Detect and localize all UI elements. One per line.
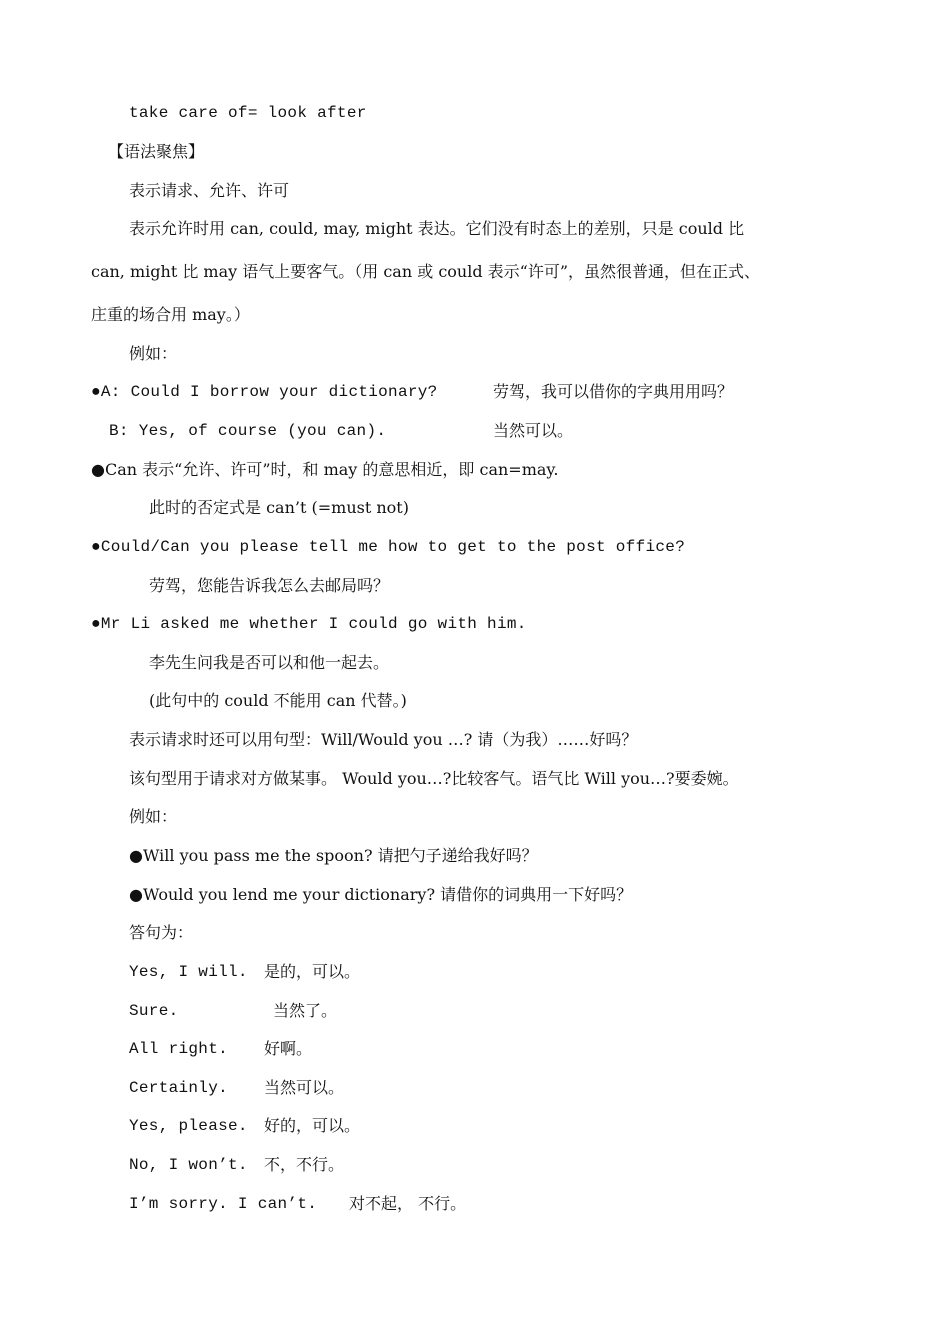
note-line: 此时的否定式是 can’t (=must not) (149, 498, 409, 517)
note-line: (此句中的 could 不能用 can 代替。) (149, 691, 407, 710)
answer-chinese: 不，不行。 (264, 1155, 345, 1174)
example-sentence: ●Mr Li asked me whether I could go with him. (91, 615, 527, 633)
example-translation: 李先生问我是否可以和他一起去。 (149, 653, 390, 672)
example-sentence: ●A: Could I borrow your dictionary? (91, 383, 438, 401)
answer-chinese: 对不起， 不行。 (349, 1194, 467, 1213)
phrase-line: take care of= look after (129, 104, 367, 122)
example-sentence: ●Would you lend me your dictionary? 请借你的词典用一下好吗？ (129, 885, 633, 904)
answer-english: I’m sorry. I can’t. (129, 1195, 318, 1213)
paragraph-line: 该句型用于请求对方做某事。 Would you…?比较客气。语气比 Will you…?要委婉。 (129, 769, 739, 788)
subsection-title: 表示请求、允许、许可 (129, 181, 290, 200)
answer-chinese: 当然可以。 (264, 1078, 345, 1097)
answer-english: Yes, please. (129, 1117, 248, 1135)
answer-chinese: 是的，可以。 (264, 962, 361, 981)
example-sentence: B: Yes, of course (you can). (109, 422, 387, 440)
paragraph-line: 表示请求时还可以用句型：Will/Would you …? 请（为我）……好吗？ (129, 730, 638, 749)
example-label: 例如： (129, 807, 178, 826)
answer-english: Sure. (129, 1002, 179, 1020)
answer-chinese: 好的，可以。 (264, 1116, 361, 1135)
answers-label: 答句为： (129, 923, 194, 942)
example-label: 例如： (129, 344, 178, 363)
answer-english: All right. (129, 1040, 229, 1058)
paragraph-line: 表示允许时用 can, could, may, might 表达。它们没有时态上的差别，只是 could 比 (129, 219, 745, 238)
answer-english: Certainly. (129, 1079, 229, 1097)
example-translation: 劳驾，我可以借你的字典用用吗？ (493, 382, 734, 401)
answer-chinese: 当然了。 (273, 1001, 338, 1020)
example-sentence: ●Will you pass me the spoon? 请把勺子递给我好吗？ (129, 846, 538, 865)
section-heading: 【语法聚焦】 (108, 142, 205, 161)
answer-english: Yes, I will. (129, 963, 248, 981)
paragraph-line: 庄重的场合用 may。） (91, 305, 250, 324)
example-translation: 当然可以。 (493, 421, 574, 440)
paragraph-line: can, might 比 may 语气上要客气。（用 can 或 could 表示“许可”，虽然很普通，但在正式、 (91, 262, 761, 281)
example-sentence: ●Could/Can you please tell me how to get to the post office? (91, 538, 686, 556)
answer-chinese: 好啊。 (264, 1039, 313, 1058)
bullet-point: ●Can 表示“允许、许可”时，和 may 的意思相近，即 can=may. (91, 460, 559, 479)
answer-english: No, I won’t. (129, 1156, 248, 1174)
example-translation: 劳驾，您能告诉我怎么去邮局吗？ (149, 576, 390, 595)
